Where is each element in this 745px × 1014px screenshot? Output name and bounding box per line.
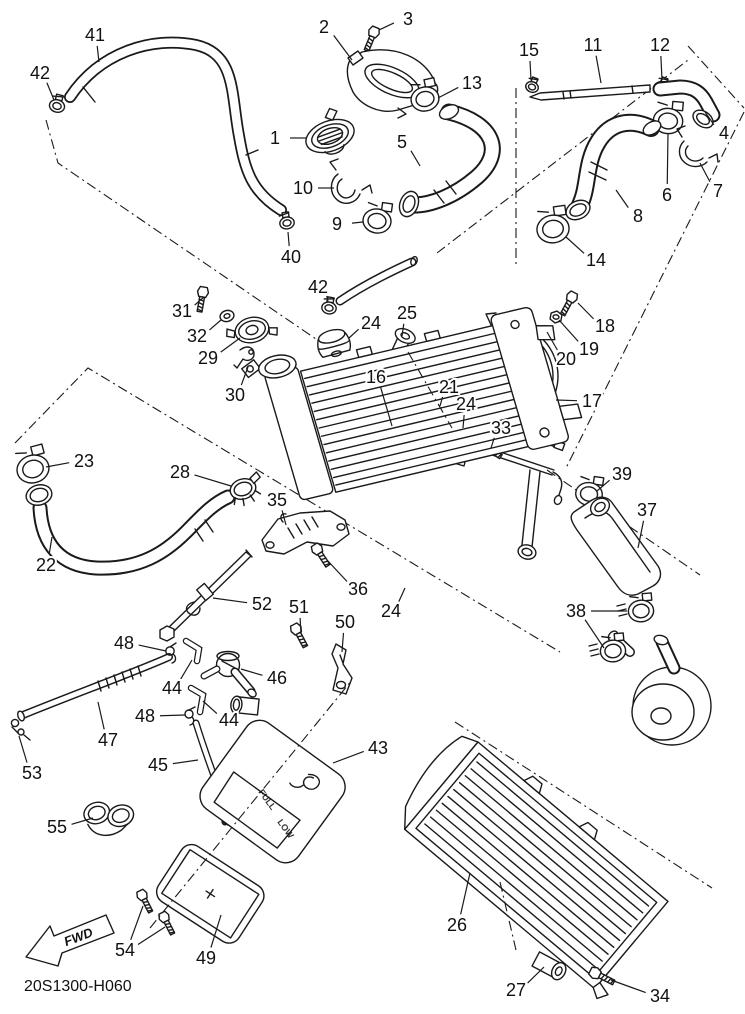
callout-54: 54 (114, 940, 136, 960)
callout-25: 25 (396, 303, 418, 323)
leader-line-15 (530, 61, 531, 80)
radiator-assembly (240, 291, 587, 509)
leader-line-9 (352, 222, 363, 223)
leader-line-18 (578, 303, 594, 319)
leader-line-12 (661, 56, 662, 80)
callout-40: 40 (280, 247, 302, 267)
leader-line-40 (288, 232, 289, 246)
callout-42: 42 (307, 277, 329, 297)
leader-line-6 (667, 133, 668, 184)
leader-line-54 (131, 906, 143, 940)
callout-7: 7 (712, 181, 724, 201)
overflow-pipe-group (524, 76, 718, 245)
tank-marking-full: FULL (256, 787, 278, 812)
leader-line-2 (334, 35, 352, 60)
callout-26: 26 (446, 915, 468, 935)
callout-41: 41 (84, 25, 106, 45)
tank-cover-group (135, 840, 268, 948)
leader-line-48 (160, 715, 185, 716)
callout-6: 6 (661, 185, 673, 205)
leader-line-27 (528, 967, 544, 983)
callout-23: 23 (73, 451, 95, 471)
callout-1: 1 (269, 128, 281, 148)
callout-20: 20 (555, 349, 577, 369)
callout-52: 52 (251, 594, 273, 614)
callout-34: 34 (649, 986, 671, 1006)
callout-46: 46 (266, 668, 288, 688)
callout-3: 3 (402, 9, 414, 29)
callout-24: 24 (380, 601, 402, 621)
leader-line-3 (379, 23, 394, 30)
callout-30: 30 (224, 385, 246, 405)
callout-47: 47 (97, 730, 119, 750)
leader-line-13 (438, 87, 458, 98)
leader-line-54 (138, 927, 165, 945)
callout-18: 18 (594, 316, 616, 336)
fwd-label: FWD (61, 924, 95, 950)
breather-hose-41 (48, 43, 295, 230)
callout-28: 28 (169, 462, 191, 482)
callout-8: 8 (632, 206, 644, 226)
callout-21: 21 (438, 377, 460, 397)
callout-15: 15 (518, 40, 540, 60)
leader-line-32 (209, 320, 221, 330)
leader-line-28 (194, 475, 231, 486)
leader-line-29 (221, 338, 240, 352)
leader-line-44 (203, 701, 217, 714)
callout-layer (19, 9, 729, 1006)
callout-2: 2 (318, 17, 330, 37)
leader-line-41 (97, 46, 99, 62)
callout-44: 44 (218, 710, 240, 730)
callout-48: 48 (113, 633, 135, 653)
callout-12: 12 (649, 35, 671, 55)
leader-line-11 (596, 56, 601, 83)
callout-22: 22 (35, 555, 57, 575)
callout-53: 53 (21, 763, 43, 783)
callout-16: 16 (365, 367, 387, 387)
callout-45: 45 (147, 755, 169, 775)
callout-42: 42 (29, 63, 51, 83)
leader-line-14 (566, 237, 584, 253)
leader-line-47 (98, 702, 104, 729)
leader-line-38 (585, 620, 604, 648)
leader-line-53 (19, 736, 27, 763)
callout-27: 27 (505, 980, 527, 1000)
callout-44: 44 (161, 678, 183, 698)
callout-24: 24 (455, 394, 477, 414)
bracket-35-group (262, 511, 349, 569)
callout-5: 5 (396, 132, 408, 152)
leader-line-24 (349, 329, 359, 338)
leader-line-19 (559, 320, 578, 341)
leader-line-24 (399, 588, 405, 602)
leader-line-45 (173, 760, 198, 764)
leader-line-43 (333, 751, 364, 763)
callout-4: 4 (718, 123, 730, 143)
callout-24: 24 (360, 313, 382, 333)
leader-line-17 (556, 400, 577, 401)
callout-49: 49 (195, 948, 217, 968)
leader-line-42 (47, 83, 54, 100)
leader-line-7 (700, 163, 710, 182)
tank-marking-low: LOW (275, 817, 296, 841)
leader-line-8 (616, 190, 628, 208)
callout-33: 33 (490, 418, 512, 438)
radiator-inlet-hose-5 (330, 78, 492, 235)
fwd-arrow (26, 915, 114, 966)
leader-line-48 (139, 645, 166, 651)
callout-50: 50 (334, 612, 356, 632)
callout-43: 43 (367, 738, 389, 758)
callout-32: 32 (186, 326, 208, 346)
callout-11: 11 (583, 35, 603, 55)
callout-36: 36 (347, 579, 369, 599)
leader-line-23 (46, 463, 69, 467)
callout-48: 48 (134, 706, 156, 726)
callout-31: 31 (171, 301, 193, 321)
pipe-52-group (160, 550, 352, 694)
part-code: 20S1300-H060 (24, 978, 132, 995)
leader-line-52 (213, 598, 247, 603)
leader-line-34 (611, 980, 646, 993)
callout-51: 51 (288, 597, 310, 617)
callout-37: 37 (636, 500, 658, 520)
callout-35: 35 (266, 490, 288, 510)
callout-19: 19 (578, 339, 600, 359)
callout-14: 14 (585, 250, 607, 270)
leader-line-36 (327, 560, 347, 581)
leader-line-5 (411, 151, 420, 166)
radiator-cover-group (384, 721, 684, 1002)
callout-55: 55 (46, 817, 68, 837)
leader-line-44 (181, 660, 192, 679)
callout-29: 29 (197, 348, 219, 368)
callout-38: 38 (565, 601, 587, 621)
callout-9: 9 (331, 214, 343, 234)
callout-17: 17 (581, 391, 603, 411)
leader-line-46 (241, 669, 262, 675)
callout-13: 13 (461, 73, 483, 93)
callout-39: 39 (611, 464, 633, 484)
callout-10: 10 (292, 178, 314, 198)
radiator-outlet (516, 470, 540, 561)
